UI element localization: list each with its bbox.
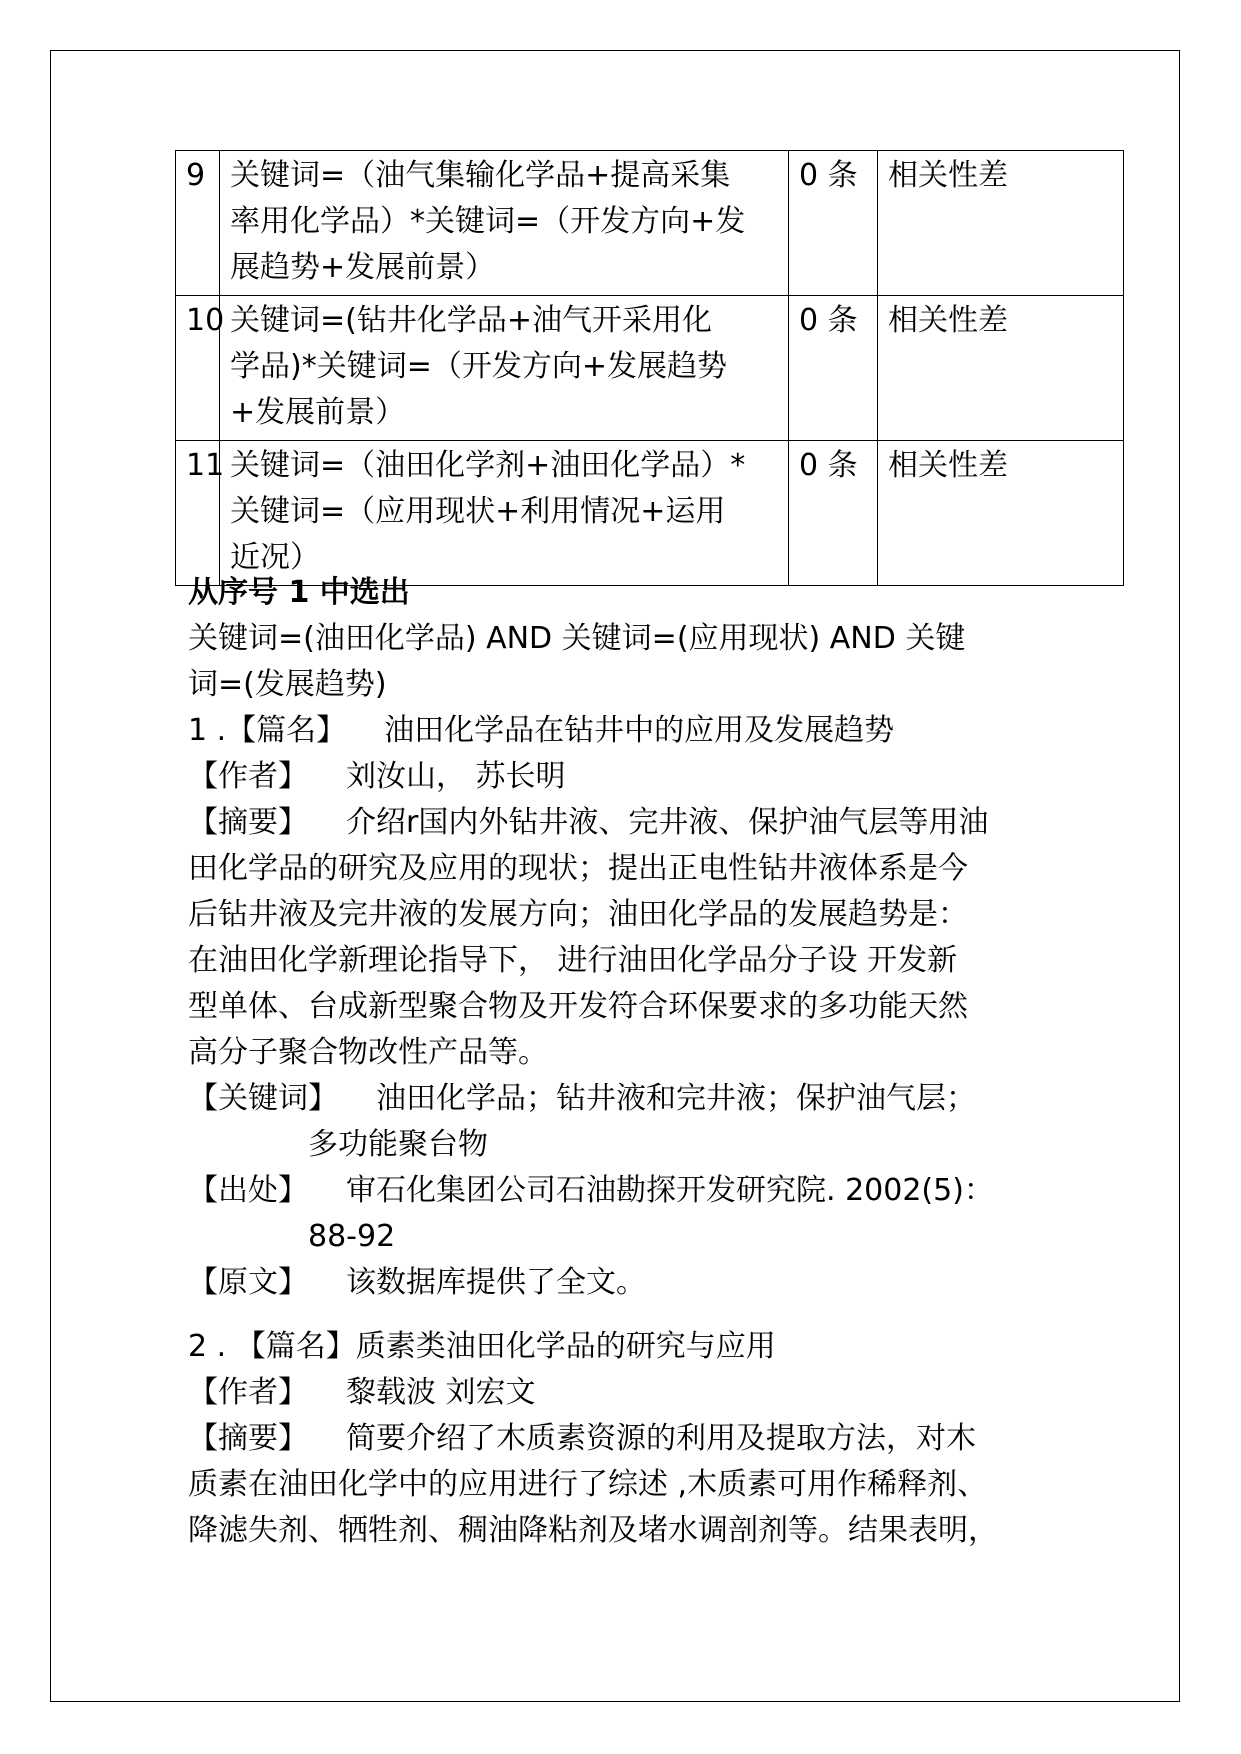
expression-line: 关键词=（应用现状+利用情况+运用 (230, 494, 726, 529)
query-line: 关键词=(油田化学品) AND 关键词=(应用现状) AND 关键 (188, 621, 966, 656)
abstract-label: 【摘要】 (188, 805, 308, 840)
abstract-line: 后钻井液及完井液的发展方向；油田化学品的发展趋势是： (188, 897, 968, 932)
record-fulltext: 该数据库提供了全文。 (346, 1265, 646, 1300)
record-keywords-cont: 多功能聚台物 (308, 1127, 488, 1162)
expression-line: 学品)*关键词=（开发方向+发展趋势 (230, 349, 727, 384)
record-keywords-row (188, 1076, 1068, 1122)
record-abstract (188, 800, 1068, 1076)
abstract-line: 高分子聚合物改性产品等。 (188, 1035, 548, 1070)
keywords-label: 【关键词】 (188, 1081, 338, 1116)
table-row (176, 151, 1124, 296)
abstract-line: 质素在油田化学中的应用进行了综述 ,木质素可用作稀释剂、 (188, 1467, 988, 1502)
record-source-row (188, 1168, 1068, 1214)
record-author: 刘汝山， 苏长明 (346, 759, 566, 794)
search-expression (220, 441, 789, 586)
document-body (188, 570, 1068, 1554)
source-label: 【出处】 (188, 1173, 308, 1208)
record-title-row (188, 1324, 1068, 1370)
table-row (176, 296, 1124, 441)
expression-line: 关键词=（油田化学剂+油田化学品）* (230, 448, 746, 483)
record-abstract (188, 1416, 1068, 1554)
result-count: 0 条 (789, 441, 878, 586)
table-row (176, 441, 1124, 586)
expression-line: 近况） (230, 540, 320, 575)
relevance-note: 相关性差 (878, 441, 1124, 586)
row-number: 11 (176, 441, 220, 586)
abstract-line-first (188, 1416, 1068, 1462)
record-source-cont: 88-92 (308, 1219, 396, 1254)
expression-line: 关键词=（油气集输化学品+提高采集 (230, 158, 731, 193)
expression-line: +发展前景） (230, 395, 406, 430)
search-results-table (175, 150, 1124, 586)
record-fulltext-row (188, 1260, 1068, 1306)
title-label: 2 . 【篇名】 (188, 1329, 356, 1364)
abstract-line: 田化学品的研究及应用的现状；提出正电性钻井液体系是今 (188, 851, 968, 886)
record-keywords: 油田化学品；钻井液和完井液；保护油气层； (376, 1081, 976, 1116)
abstract-label: 【摘要】 (188, 1421, 308, 1456)
relevance-note: 相关性差 (878, 296, 1124, 441)
result-count: 0 条 (789, 296, 878, 441)
record-author-row (188, 754, 1068, 800)
title-label: 1 .【篇名】 (188, 713, 347, 748)
record-title: 油田化学品在钻井中的应用及发展趋势 (384, 713, 895, 748)
record-source: 审石化集团公司石油勘探开发研究院. 2002(5)： (346, 1173, 994, 1208)
abstract-line: 在油田化学新理论指导下， 进行油田化学品分子设 开发新 (188, 943, 958, 978)
record-title-row (188, 708, 1068, 754)
expression-line: 率用化学品）*关键词=（开发方向+发 (230, 204, 746, 239)
search-expression (220, 151, 789, 296)
search-expression (220, 296, 789, 441)
abstract-line: 型单体、台成新型聚合物及开发符合环保要求的多功能天然 (188, 989, 968, 1024)
abstract-line: 降滤失剂、牺牲剂、稠油降粘剂及堵水调剖剂等。结果表明， (188, 1513, 998, 1548)
row-number: 10 (176, 296, 220, 441)
selection-heading: 从序号 1 中选出 (188, 575, 410, 610)
abstract-text: 介绍r国内外钻井液、完井液、保护油气层等用油 (346, 805, 989, 840)
author-label: 【作者】 (188, 759, 308, 794)
record-title: 质素类油田化学品的研究与应用 (355, 1329, 776, 1364)
fulltext-label: 【原文】 (188, 1265, 308, 1300)
record-author-row (188, 1370, 1068, 1416)
result-count: 0 条 (789, 151, 878, 296)
expression-line: 关键词=(钻井化学品+油气开采用化 (230, 303, 712, 338)
author-label: 【作者】 (188, 1375, 308, 1410)
expression-line: 展趋势+发展前景） (230, 250, 496, 285)
relevance-note: 相关性差 (878, 151, 1124, 296)
abstract-line-first (188, 800, 1068, 846)
row-number: 9 (176, 151, 220, 296)
abstract-text: 简要介绍了木质素资源的利用及提取方法，对木 (346, 1421, 976, 1456)
query-line: 词=(发展趋势) (188, 667, 387, 702)
record-author: 黎载波 刘宏文 (346, 1375, 536, 1410)
